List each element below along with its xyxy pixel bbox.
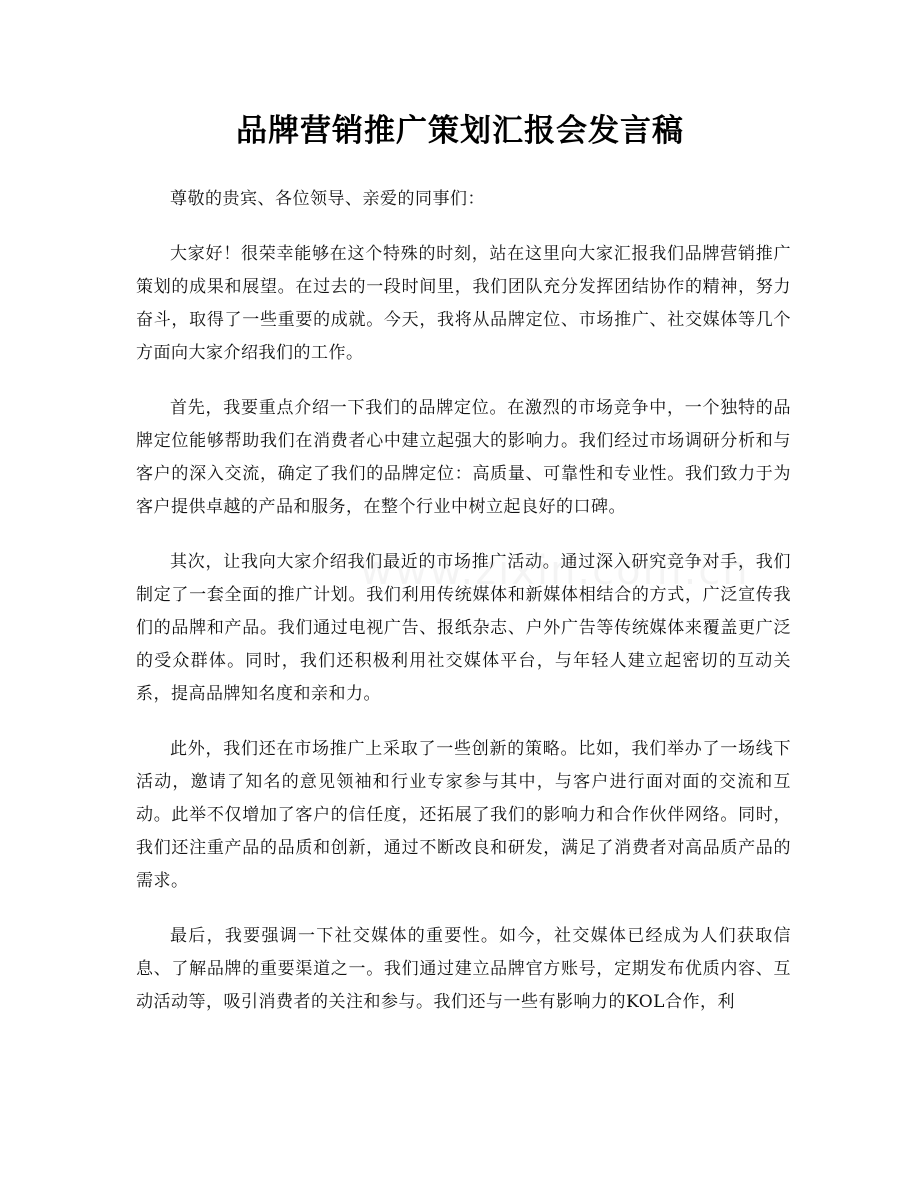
salutation-paragraph: 尊敬的贵宾、各位领导、亲爱的同事们： [170, 189, 485, 209]
document-body [136, 183, 791, 1041]
market-promotion-paragraph: 其次，让我向大家介绍我们最近的市场推广活动。通过深入研究竞争对手，我们制定了一套全面的推广计划。我们利用传统媒体和新媒体相结合的方式，广泛宣传我们的品牌和产品。我们通过电视广告、报纸杂志、户外广告等传统媒体来覆盖更广泛的受众群体。同时，我们还积极利用社交媒体平台，与年轻人建立起密切的互动关系，提高品牌知名度和亲和力。 [136, 552, 791, 704]
document-title: 品牌营销推广策划汇报会发言稿 [236, 113, 684, 149]
social-media-paragraph: 最后，我要强调一下社交媒体的重要性。如今，社交媒体已经成为人们获取信息、了解品牌的重要渠道之一。我们通过建立品牌官方账号，定期发布优质内容、互动活动等，吸引消费者的关注和参与。我们还与一些有影响力的KOL合作，利 [136, 926, 791, 1012]
brand-positioning-paragraph: 首先，我要重点介绍一下我们的品牌定位。在激烈的市场竞争中，一个独特的品牌定位能够帮助我们在消费者心中建立起强大的影响力。我们经过市场调研分析和与客户的深入交流，确定了我们的品牌定位：高质量、可靠性和专业性。我们致力于为客户提供卓越的产品和服务，在整个行业中树立起良好的口碑。 [136, 398, 791, 517]
innovation-strategy-paragraph: 此外，我们还在市场推广上采取了一些创新的策略。比如，我们举办了一场线下活动，邀请了知名的意见领袖和行业专家参与其中，与客户进行面对面的交流和互动。此举不仅增加了客户的信任度，还拓展了我们的影响力和合作伙伴网络。同时，我们还注重产品的品质和创新，通过不断改良和研发，满足了消费者对高品质产品的需求。 [136, 739, 791, 891]
intro-paragraph: 大家好！很荣幸能够在这个特殊的时刻，站在这里向大家汇报我们品牌营销推广策划的成果和展望。在过去的一段时间里，我们团队充分发挥团结协作的精神，努力奋斗，取得了一些重要的成就。今天，我将从品牌定位、市场推广、社交媒体等几个方面向大家介绍我们的工作。 [136, 244, 791, 363]
